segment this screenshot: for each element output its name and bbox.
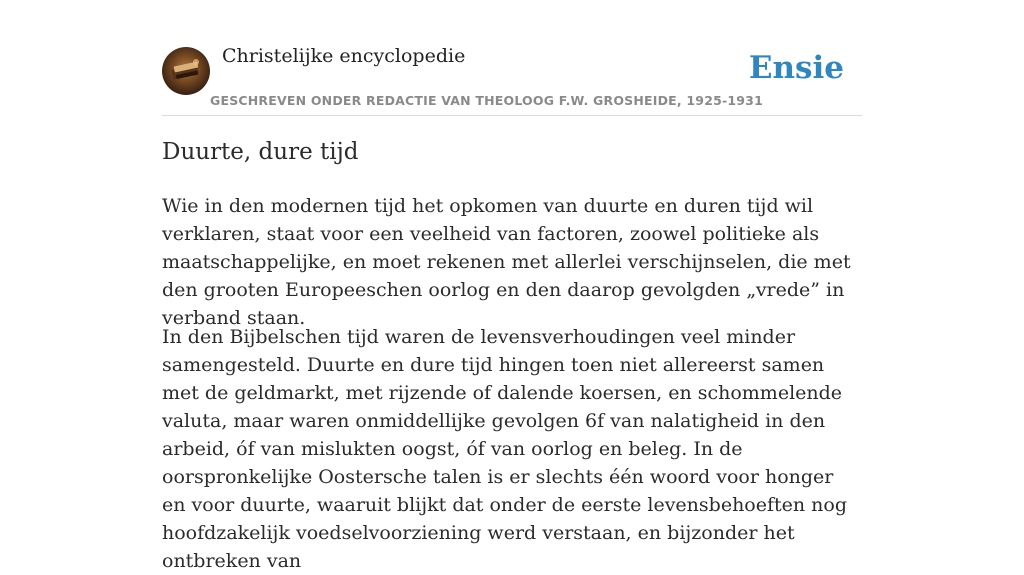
book-photo-icon <box>162 47 210 95</box>
avatar[interactable] <box>162 47 210 95</box>
site-title[interactable]: Christelijke encyclopedie <box>222 45 466 67</box>
site-subtitle: GESCHREVEN ONDER REDACTIE VAN THEOLOOG F.W. GROSHEIDE, 1925-1931 <box>210 93 763 108</box>
brand-logo[interactable]: Ensie <box>748 50 844 86</box>
article-paragraph: Wie in den modernen tijd het opkomen van duurte en duren tijd wil verklaren, staat voor een veelheid van factoren, zoowel politieke als maatschappelijke, en moet rekenen met allerlei verschijnselen, die met den grooten Europeeschen oorlog en den daarop gevolgden „vrede” in verband staan. <box>162 195 851 329</box>
page <box>162 0 862 572</box>
article-title: Duurte, dure tijd <box>162 139 359 165</box>
article-paragraph: In den Bijbelschen tijd waren de levensverhoudingen veel minder samengesteld. Duurte en dure tijd hingen toen niet allereerst samen met de geldmarkt, met rijzende of dalende koersen, en schommelende valuta, maar waren onmiddellijke gevolgen 6f van nalatigheid in den arbeid, óf van mislukten oogst, óf van oorlog en beleg. In de oorspronkelijke Oostersche talen is er slechts één woord voor honger en voor duurte, waaruit blijkt dat onder de eerste levensbehoeften nog hoofdzakelijk voedselvoorziening werd verstaan, en bijzonder het ontbreken van <box>162 326 848 572</box>
site-header <box>162 0 862 116</box>
